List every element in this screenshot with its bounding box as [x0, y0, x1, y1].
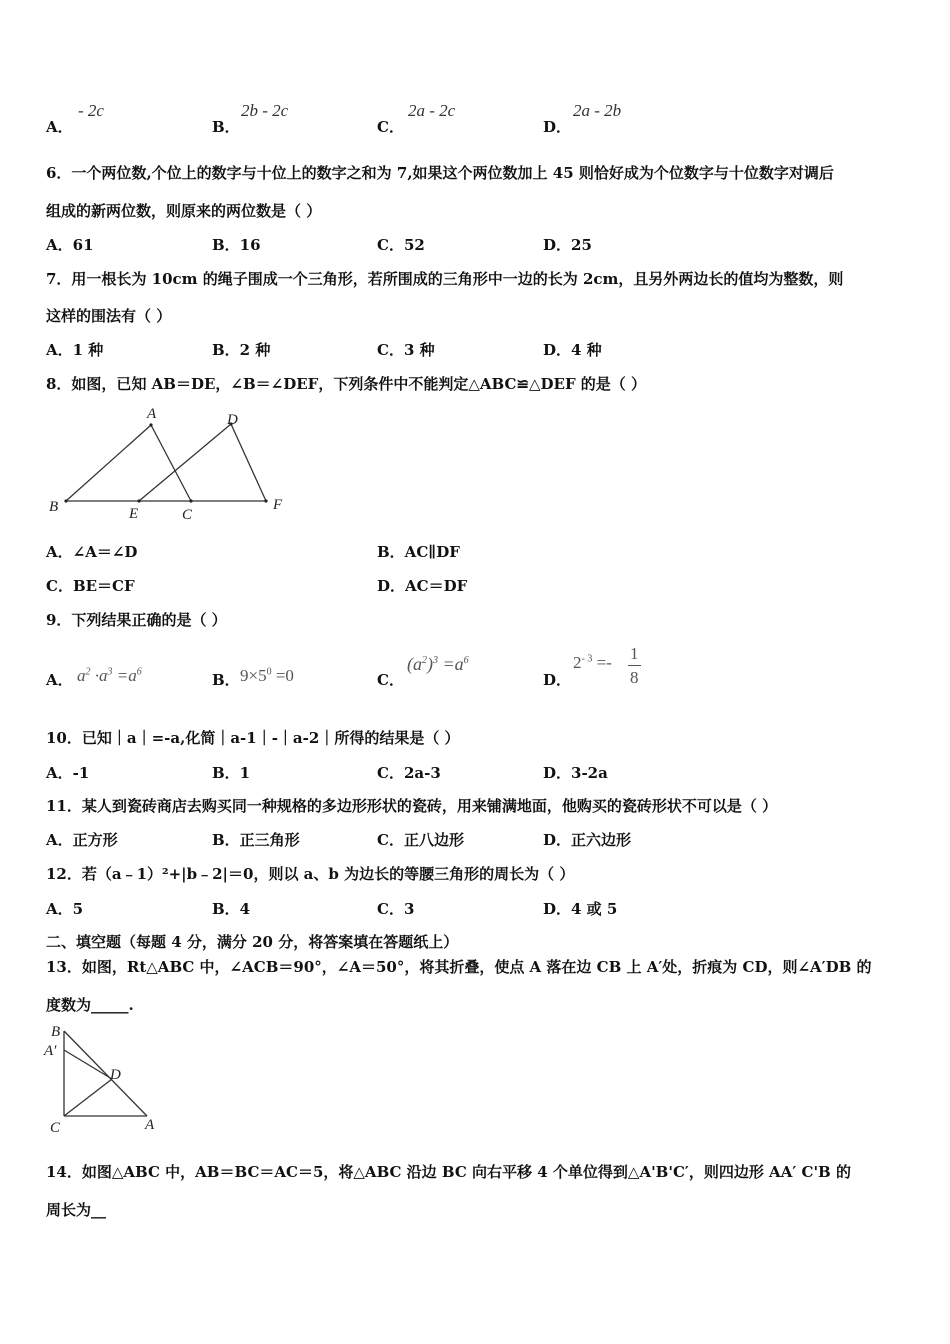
option-b-label: B． — [212, 118, 240, 136]
q11-option-a: A．正方形 — [46, 831, 118, 849]
q13-right-triangle-figure — [42, 1018, 172, 1136]
q13-stem-line2: 度数为_____. — [46, 996, 134, 1014]
q8-option-d: D．AC＝DF — [377, 577, 468, 595]
q6-stem-line2: 组成的新两位数，则原来的两位数是（ ） — [46, 202, 322, 220]
q14-stem-line2: 周长为__ — [46, 1201, 107, 1219]
option-a-expr: - 2c — [78, 101, 104, 120]
label-c: C — [50, 1120, 61, 1136]
q12-option-b: B．4 — [212, 900, 251, 918]
label-b: B — [49, 499, 59, 515]
q8-stem: 8．如图，已知 AB＝DE，∠B＝∠DEF，下列条件中不能判定△ABC≌△DEF 的是（ ） — [46, 375, 647, 393]
q12-option-d: D．4 或 5 — [543, 900, 618, 918]
q10-option-a: A．-1 — [46, 764, 90, 782]
q8-triangle-figure — [44, 402, 294, 528]
q11-stem: 11．某人到瓷砖商店去购买同一种规格的多边形形状的瓷砖，用来铺满地面，他购买的瓷砖形状不可以是（ ） — [46, 797, 778, 815]
q12-option-c: C．3 — [377, 900, 415, 918]
q7-stem-line2: 这样的围法有（ ） — [46, 307, 172, 325]
label-f: F — [273, 497, 283, 513]
q7-option-d: D．4 种 — [543, 341, 602, 359]
q6-stem-line1: 6．一个两位数,个位上的数字与十位上的数字之和为 7,如果这个两位数加上 45 则恰好成为个位数字与十位数字对调后 — [46, 164, 834, 182]
q9-option-d-fraction-num: 1 — [630, 644, 639, 663]
option-b-expr: 2b - 2c — [241, 101, 289, 120]
label-d: D — [227, 412, 238, 428]
label-d: D — [110, 1067, 121, 1083]
section-heading: 二、填空题（每题 4 分，满分 20 分，将答案填在答题纸上） — [46, 933, 459, 951]
q7-option-c: C．3 种 — [377, 341, 435, 359]
q10-option-c: C．2a-3 — [377, 764, 441, 782]
q11-option-d: D．正六边形 — [543, 831, 632, 849]
q8-option-b: B．AC∥DF — [377, 543, 460, 561]
label-a: A — [147, 406, 157, 422]
label-c: C — [182, 507, 193, 523]
q12-option-a: A．5 — [46, 900, 84, 918]
label-a-prime: A′ — [44, 1043, 57, 1059]
q9-fraction-bar — [628, 665, 641, 666]
q9-option-a-expr: $a^2 \cdot a^3 =a^6$ — [77, 666, 142, 685]
q10-option-b: B．1 — [212, 764, 251, 782]
q6-option-d: D．25 — [543, 236, 592, 254]
q11-option-c: C．正八边形 — [377, 831, 464, 849]
q6-option-b: B．16 — [212, 236, 261, 254]
q12-stem: 12．若（a﹣1）²+|b﹣2|＝0，则以 a、b 为边长的等腰三角形的周长为（ ） — [46, 865, 575, 883]
q13-stem-line1: 13．如图，Rt△ABC 中，∠ACB＝90°，∠A＝50°，将其折叠，使点 A 落在边 CB 上 A′处，折痕为 CD，则∠A′DB 的 — [46, 958, 872, 976]
label-b: B — [51, 1024, 61, 1040]
segment-cd — [64, 1079, 112, 1116]
q9-option-d-fraction-den: 8 — [630, 668, 639, 687]
q9-stem: 9．下列结果正确的是（ ） — [46, 611, 227, 629]
q9-option-c-expr: $(a^2)^3 =a^6$ — [407, 654, 469, 674]
option-c-label: C． — [377, 118, 404, 136]
q7-option-a: A．1 种 — [46, 341, 104, 359]
q9-option-d-expr: $2^{- 3}$ =- — [573, 653, 612, 672]
segment-ba — [64, 1031, 147, 1116]
q6-option-c: C．52 — [377, 236, 425, 254]
q8-option-c: C．BE＝CF — [46, 577, 135, 595]
q10-option-d: D．3-2a — [543, 764, 608, 782]
label-e: E — [129, 506, 139, 522]
q7-option-b: B．2 种 — [212, 341, 271, 359]
option-a-label: A． — [46, 118, 73, 136]
segment-ab — [66, 425, 151, 501]
q11-option-b: B．正三角形 — [212, 831, 300, 849]
option-d-expr: 2a - 2b — [573, 101, 622, 120]
q9-option-b-label: B． — [212, 671, 240, 689]
q9-option-b-expr: $9\times 5^0 =0$ — [240, 666, 294, 685]
q10-stem: 10．已知｜a｜=-a,化简｜a-1｜-｜a-2｜所得的结果是（ ） — [46, 729, 460, 747]
option-d-label: D． — [543, 118, 572, 136]
option-c-expr: 2a - 2c — [408, 101, 456, 120]
q14-stem-line1: 14．如图△ABC 中，AB＝BC＝AC＝5，将△ABC 沿边 BC 向右平移 4 个单位得到△A'B'C′，则四边形 AA′ C'B 的 — [46, 1163, 851, 1181]
label-a: A — [145, 1117, 155, 1133]
q9-option-c-label: C． — [377, 671, 404, 689]
q8-option-a: A．∠A＝∠D — [46, 543, 138, 561]
q6-option-a: A．61 — [46, 236, 94, 254]
segment-df — [231, 424, 266, 501]
q7-stem-line1: 7．用一根长为 10cm 的绳子围成一个三角形，若所围成的三角形中一边的长为 2cm，且另外两边长的值均为整数，则 — [46, 270, 844, 288]
q9-option-d-label: D． — [543, 671, 572, 689]
q9-option-a-label: A． — [46, 671, 73, 689]
segment-a1d — [64, 1050, 112, 1079]
